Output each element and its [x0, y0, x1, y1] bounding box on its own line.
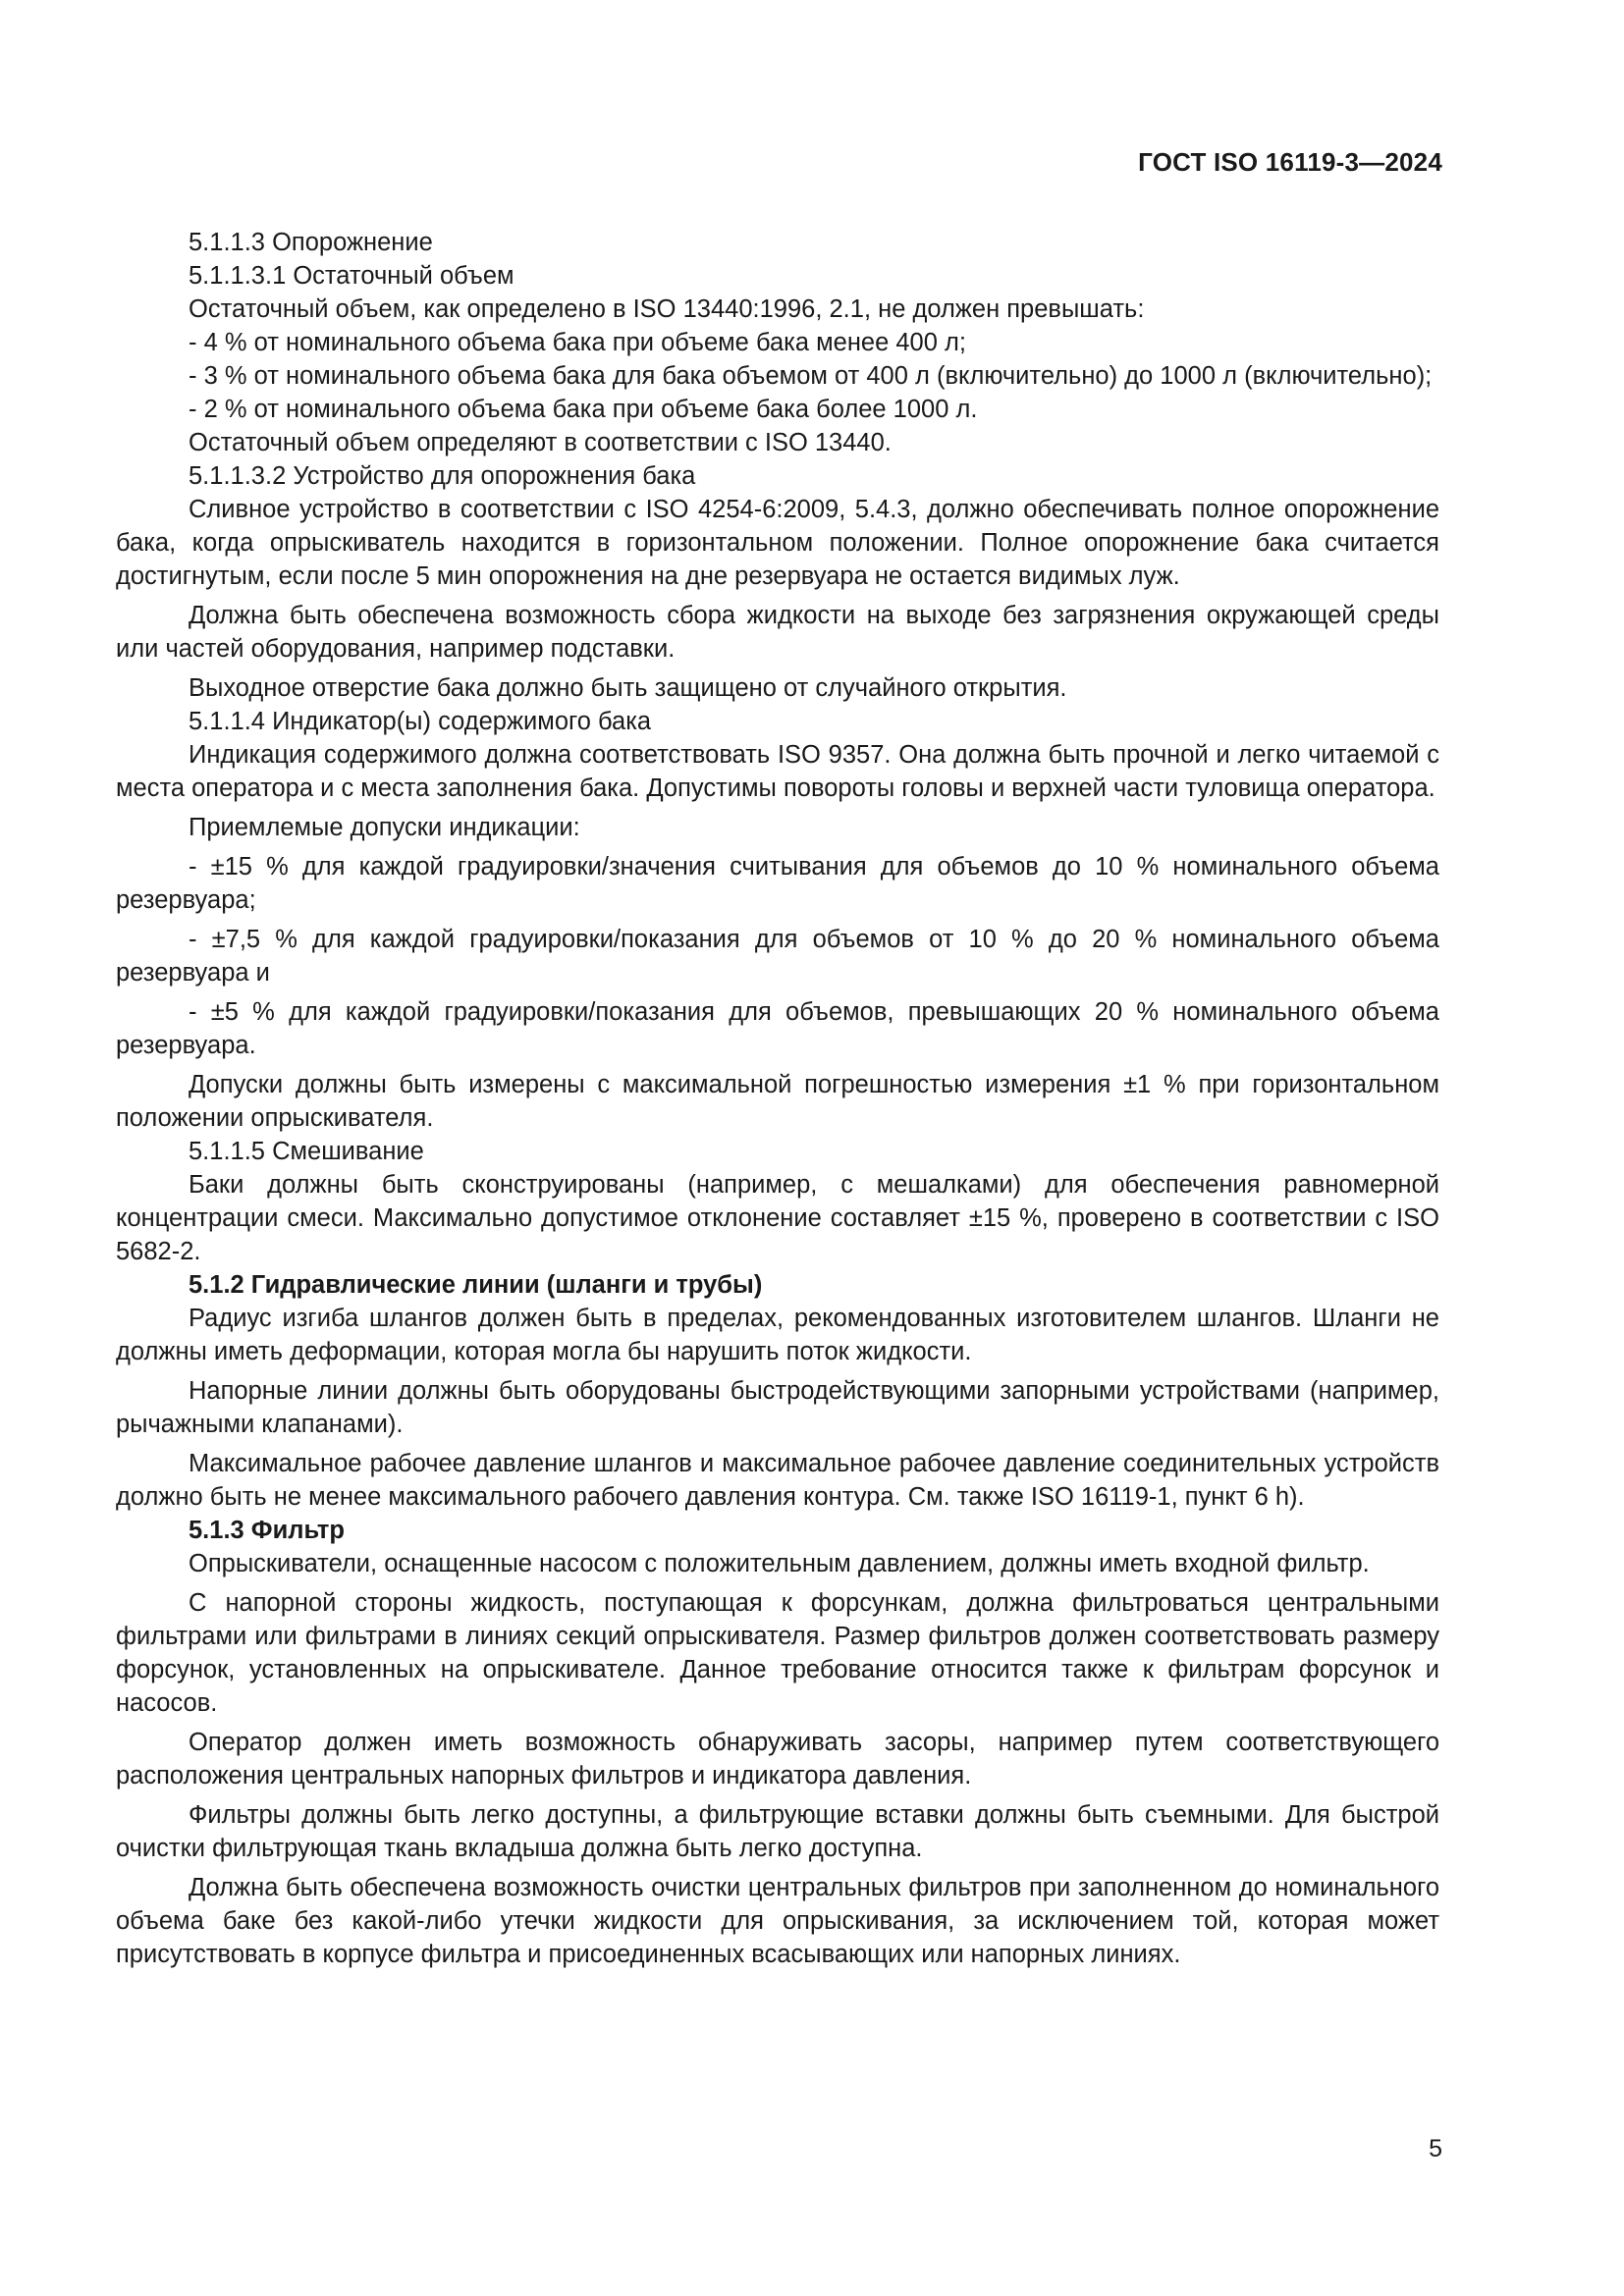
paragraph: Фильтры должны быть легко доступны, а фильтрующие вставки должны быть съемными. Для быстрой очистки фильтрующая ткань вкладыша должна быть легко доступна. — [116, 1801, 1439, 1862]
paragraph: С напорной стороны жидкость, поступающая к форсункам, должна фильтроваться центральными фильтрами или фильтрами в линиях секций опрыскивателя. Размер фильтров должен соответствовать размеру форсунок, установленных на опрыскивателе. Данное требование относится также к фильтрам форсунок и насосов. — [116, 1589, 1439, 1717]
paragraph: Остаточный объем определяют в соответствии с ISO 13440. — [189, 429, 892, 456]
paragraph: Сливное устройство в соответствии с ISO 4254-6:2009, 5.4.3, должно обеспечивать полное опорожнение бака, когда опрыскиватель находится в горизонтальном положении. Полное опорожнение бака считается достигнутым, если после 5 мин опорожнения на дне резервуара не остается видимых луж. — [116, 496, 1439, 590]
list-item: - 4 % от номинального объема бака при объеме бака менее 400 л; — [189, 329, 966, 356]
section-heading-bold: 5.1.3 Фильтр — [189, 1517, 345, 1544]
paragraph: Напорные линии должны быть оборудованы быстродействующими запорными устройствами (например, рычажными клапанами). — [116, 1377, 1439, 1438]
paragraph: Приемлемые допуски индикации: — [189, 814, 580, 841]
paragraph: Баки должны быть сконструированы (например, с мешалками) для обеспечения равномерной концентрации смеси. Максимально допустимое отклонение составляет ±15 %, проверено в соответствии с ISO 5682-2. — [116, 1171, 1439, 1265]
paragraph: Остаточный объем, как определено в ISO 13440:1996, 2.1, не должен превышать: — [189, 295, 1145, 323]
list-item: - 3 % от номинального объема бака для бака объемом от 400 л (включительно) до 1000 л (включительно); — [189, 362, 1433, 390]
list-item: - ±15 % для каждой градуировки/значения считывания для объемов до 10 % номинального объема резервуара; — [116, 853, 1439, 914]
paragraph: Должна быть обеспечена возможность сбора жидкости на выходе без загрязнения окружающей среды или частей оборудования, например подставки. — [116, 602, 1439, 663]
paragraph: Оператор должен иметь возможность обнаруживать засоры, например путем соответствующего расположения центральных напорных фильтров и индикатора давления. — [116, 1729, 1439, 1789]
section-heading: 5.1.1.5 Смешивание — [189, 1138, 424, 1165]
section-heading: 5.1.1.3 Опорожнение — [189, 229, 433, 256]
paragraph: Выходное отверстие бака должно быть защищено от случайного открытия. — [189, 674, 1067, 702]
page-number: 5 — [1429, 2135, 1442, 2163]
document-body — [116, 226, 1439, 1971]
document-header: ГОСТ ISO 16119-3—2024 — [1138, 147, 1442, 177]
list-item: - ±5 % для каждой градуировки/показания для объемов, превышающих 20 % номинального объема резервуара. — [116, 998, 1439, 1059]
paragraph: Допуски должны быть измерены с максимальной погрешностью измерения ±1 % при горизонтальном положении опрыскивателя. — [116, 1071, 1439, 1132]
paragraph: Индикация содержимого должна соответствовать ISO 9357. Она должна быть прочной и легко читаемой с места оператора и с места заполнения бака. Допустимы повороты головы и верхней части туловища оператора. — [116, 741, 1439, 802]
section-heading: 5.1.1.4 Индикатор(ы) содержимого бака — [189, 708, 652, 735]
list-item: - ±7,5 % для каждой градуировки/показания для объемов от 10 % до 20 % номинального объема резервуара и — [116, 926, 1439, 987]
section-heading: 5.1.1.3.2 Устройство для опорожнения бака — [189, 462, 696, 490]
section-heading: 5.1.1.3.1 Остаточный объем — [189, 262, 514, 290]
paragraph: Должна быть обеспечена возможность очистки центральных фильтров при заполненном до номинального объема баке без какой-либо утечки жидкости для опрыскивания, за исключением той, которая может присутствовать в корпусе фильтра и присоединенных всасывающих или напорных линиях. — [116, 1874, 1439, 1968]
section-heading-bold: 5.1.2 Гидравлические линии (шланги и трубы) — [189, 1271, 763, 1299]
paragraph: Опрыскиватели, оснащенные насосом с положительным давлением, должны иметь входной фильтр. — [189, 1550, 1370, 1577]
paragraph: Радиус изгиба шлангов должен быть в пределах, рекомендованных изготовителем шлангов. Шланги не должны иметь деформации, которая могла бы нарушить поток жидкости. — [116, 1305, 1439, 1365]
list-item: - 2 % от номинального объема бака при объеме бака более 1000 л. — [189, 396, 978, 423]
paragraph: Максимальное рабочее давление шлангов и максимальное рабочее давление соединительных устройств должно быть не менее максимального рабочего давления контура. См. также ISO 16119-1, пункт 6 h). — [116, 1450, 1439, 1511]
